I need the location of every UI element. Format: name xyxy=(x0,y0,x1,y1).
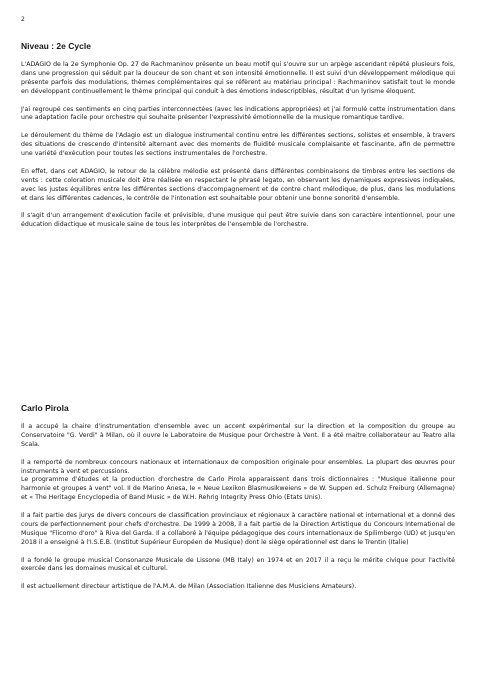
level-section xyxy=(21,41,455,230)
bio-chair-paragraph: Il a accupé la chaire d'instrumentation d'ensemble avec un accent expérimental sur la direction et la composition du groupe au Conservatoire "G. Verdi" à Milan, où il ouvre le Laboratoire de Musique pour Orchestre à Vent. Il a été maitre collaborateur au Teatro alla Scala. xyxy=(21,423,455,448)
arrangement-summary-paragraph: Il s'agit d'un arrangement d'exécution facile et prévisible, d'une musique qui peut être suivie dans son caractère intentionnel, pour une éducation didactique et musicale saine de tous les interprètes de l'ensemble de l'orchestre. xyxy=(21,212,455,229)
melody-return-paragraph: En effet, dans cet ADAGIO, le retour de la célèbre mélodie est présenté dans différentes combinaisons de timbres entre les sections de vents : cette coloration musicale doit être réalisée en respectant le phrasé legato, en observant les dynamiques expressives indiquées, avec les justes équilibres entre les différentes sections d'accompagnement et de contre chant mélodique, de plus, dans les modulations et dans les différentes cadences, le contrôle de l'intonation est souhaitable pour obtenir une bonne sonorité d'ensemble. xyxy=(21,167,455,202)
composer-bio-section xyxy=(21,403,455,592)
bio-founded-group-paragraph: Il a fondé le groupe musical Consonanze Musicale de Lissone (MB Italy) en 1974 et en 2017 il a reçu le mérite civique pour l'activité exercée dans les domaines musical et culturel. xyxy=(21,556,455,573)
bio-current-role-paragraph: Il est actuellement directeur artistique de l'A.M.A. de Milan (Association Italienne des Musiciens Amateurs). xyxy=(21,583,357,591)
page-number: 2 xyxy=(21,16,25,23)
bio-competitions-paragraph: Il a remporté de nombreux concours nationaux et internationaux de composition originale pour ensembles. La plupart des œuvres pour instruments à vent et percussions. xyxy=(21,458,455,475)
theme-development-paragraph: Le déroulement du thème de l'Adagio est un dialogue instrumental continu entre les différentes sections, solistes et ensemble, à travers des situations de crescendo d'intensité alternant avec des moments de fluidité musicale complaisante et fascinante, afin de permettre une variété d'exécution pour toutes les sections instrumentales de l'orchestre. xyxy=(21,132,455,158)
instrumentation-paragraph: J'ai regroupé ces sentiments en cinq parties interconnectées (avec les indications appropriées) et j'ai formulé cette instrumentation dans une adaptation facile pour orchestre qui souhaite présenter l'expressivité émotionnelle de la musique romantique tardive. xyxy=(21,105,455,122)
bio-dictionaries-paragraph: Le programme d'études et la production d'orchestre de Carlo Pirola apparaissent dans trois dictionnaires : "Musique italienne pour harmonie et groupes à vent" vol. II de Marino Anesa, le « Neue Lexikon Blasmusikweiens » de W. Suppen ed. Schulz Freiburg (Allemagne) et « The Heritage Encyclopedia of Band Music » de W.H. Rehrig Integrity Press Ohio (Etats Unis). xyxy=(21,476,455,502)
adagio-intro-paragraph: L'ADAGIO de la 2e Symphonie Op. 27 de Rachmaninov présente un beau motif qui s'ouvre sur un arpège ascendant répété plusieurs fois, dans une progression qui séduit par la douceur de son chant et son intensité émotionnelle. Il est suivi d'un développement mélodique qui présente parfois des modulations, thèmes complémentaires qui se réfèrent au matériau principal : Rachmaninov satisfait tout le monde en développant continuellement le thème principal qui conduit à des émotions indescriptibles, résultat d'un lyrisme éloquent. xyxy=(21,61,455,95)
bio-juries-paragraph: Il a fait partie des jurys de divers concours de classification provinciaux et régionaux à caractère national et international et a donné des cours de perfectionnement pour chefs d'orchestre. De 1999 à 2008, il a fait partie de la Direction Artistique du Concours International de Musique "Flicorno d'oro" à Riva del Garda. Il a collaboré à l'équipe pédagogique des cours internationaux de Spilimbergo (UD) et jusqu'en 2018 il a enseigné à l'I.S.E.B. (Institut Supérieur Européen de Musique) dont le siège opérationnel est dans le Trentin (Italie) xyxy=(21,512,455,546)
level-heading: Niveau : 2e Cycle xyxy=(21,41,91,51)
composer-name-heading: Carlo Pirola xyxy=(21,403,69,413)
